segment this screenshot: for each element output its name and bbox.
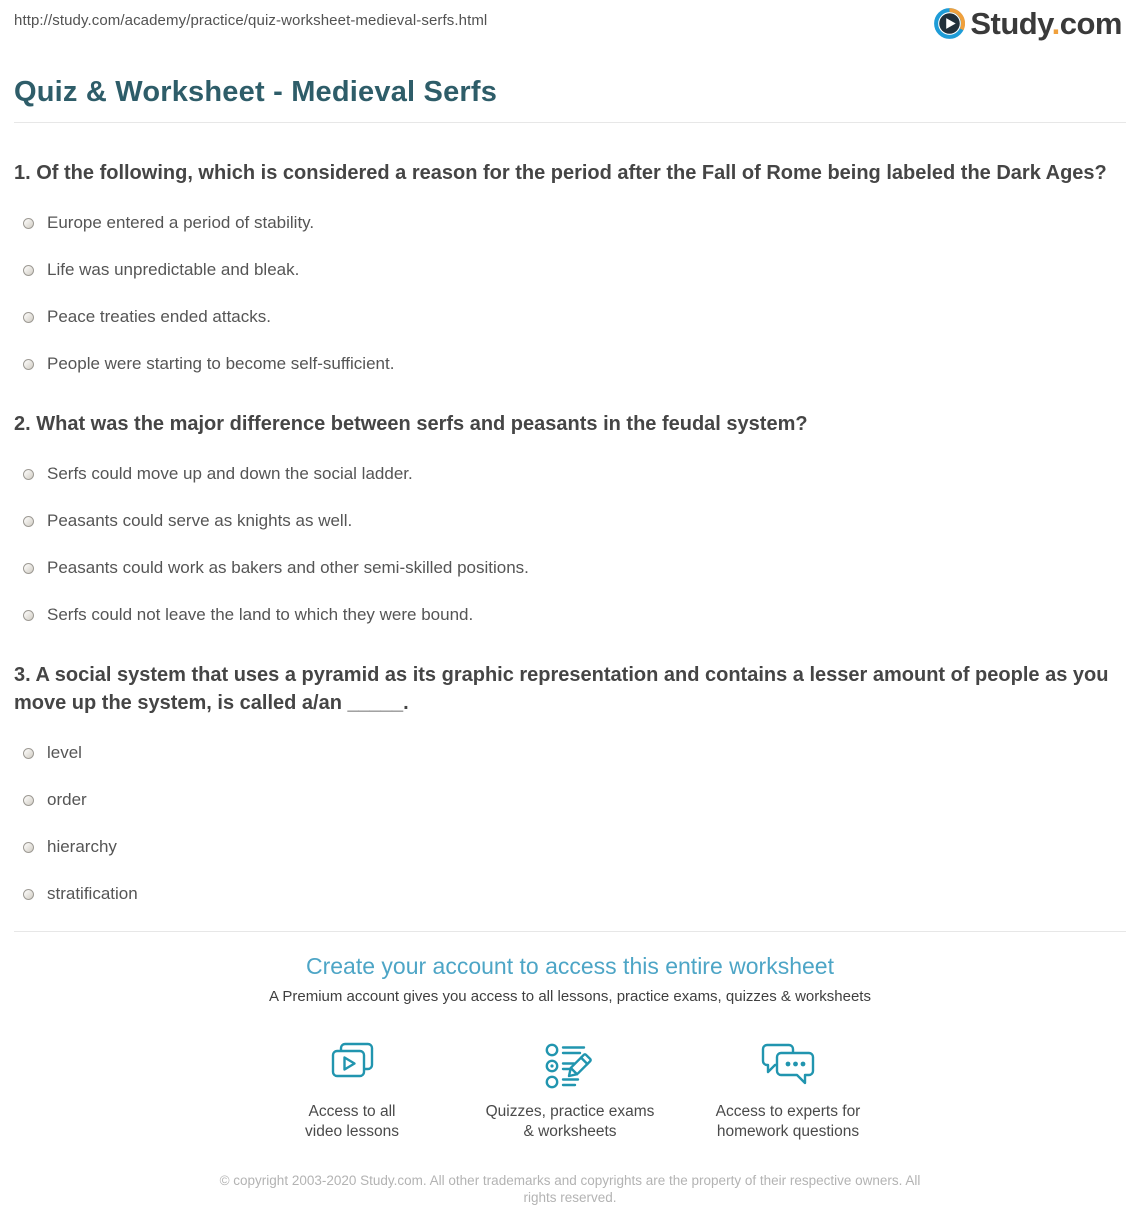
option-label[interactable]: level <box>47 743 82 762</box>
question-3-options <box>14 743 1126 904</box>
radio-button[interactable] <box>23 842 34 853</box>
option-label[interactable]: Peasants could serve as knights as well. <box>47 511 353 530</box>
option-label[interactable]: hierarchy <box>47 837 117 856</box>
radio-button[interactable] <box>23 795 34 806</box>
question-3-option-2[interactable] <box>23 790 1126 810</box>
experts-chat-icon <box>759 1039 817 1093</box>
radio-button[interactable] <box>23 748 34 759</box>
question-3-option-4[interactable] <box>23 884 1126 904</box>
option-label[interactable]: Life was unpredictable and bleak. <box>47 260 300 279</box>
option-label[interactable]: People were starting to become self-sufficient. <box>47 354 395 373</box>
studycom-logo-text: Study.com <box>970 6 1122 41</box>
question-3 <box>14 661 1126 904</box>
question-1-option-2[interactable] <box>23 260 1126 280</box>
radio-button[interactable] <box>23 469 34 480</box>
feature-label: Quizzes, practice exams & worksheets <box>485 1103 655 1140</box>
question-2-option-4[interactable] <box>23 605 1126 625</box>
question-2-option-2[interactable] <box>23 511 1126 531</box>
radio-button[interactable] <box>23 889 34 900</box>
radio-button[interactable] <box>23 218 34 229</box>
option-label[interactable]: Serfs could not leave the land to which they were bound. <box>47 605 474 624</box>
option-label[interactable]: Serfs could move up and down the social ladder. <box>47 464 413 483</box>
radio-button[interactable] <box>23 312 34 323</box>
question-1-option-3[interactable] <box>23 307 1126 327</box>
cta-title: Create your account to access this entire worksheet <box>306 953 834 979</box>
option-label[interactable]: Peasants could work as bakers and other semi-skilled positions. <box>47 558 529 577</box>
footer-divider <box>14 931 1126 932</box>
page-url: http://study.com/academy/practice/quiz-worksheet-medieval-serfs.html <box>14 12 488 29</box>
feature-experts-chat <box>690 1039 886 1142</box>
option-label[interactable]: order <box>47 790 87 809</box>
option-label[interactable]: Peace treaties ended attacks. <box>47 307 271 326</box>
features-row <box>14 1039 1126 1142</box>
question-2 <box>14 410 1126 625</box>
question-3-option-3[interactable] <box>23 837 1126 857</box>
question-1 <box>14 159 1126 374</box>
radio-button[interactable] <box>23 359 34 370</box>
cta-subtitle: A Premium account gives you access to all lessons, practice exams, quizzes & worksheets <box>269 988 871 1005</box>
question-3-option-1[interactable] <box>23 743 1126 763</box>
question-1-options <box>14 213 1126 374</box>
radio-button[interactable] <box>23 265 34 276</box>
video-lessons-icon <box>324 1039 380 1093</box>
question-1-option-1[interactable] <box>23 213 1126 233</box>
feature-quizzes-worksheets <box>472 1039 668 1142</box>
studycom-logo-icon <box>934 8 965 39</box>
copyright-text: © copyright 2003-2020 Study.com. All other trademarks and copyrights are the property of their respective owners. All rights reserved. <box>219 1173 921 1205</box>
question-3-text: 3. A social system that uses a pyramid as its graphic representation and contains a lesser amount of people as you move up the system, is called a/an _____. <box>14 664 1109 714</box>
feature-label: Access to experts for homework questions <box>715 1103 861 1140</box>
studycom-logo[interactable] <box>934 8 1122 39</box>
quizzes-worksheets-icon <box>542 1039 598 1093</box>
question-1-option-4[interactable] <box>23 354 1126 374</box>
question-2-text: 2. What was the major difference between serfs and peasants in the feudal system? <box>14 413 808 435</box>
page-header <box>14 0 1126 50</box>
radio-button[interactable] <box>23 563 34 574</box>
feature-video-lessons <box>254 1039 450 1142</box>
feature-label: Access to all video lessons <box>305 1103 399 1140</box>
option-label[interactable]: Europe entered a period of stability. <box>47 213 315 232</box>
page-title: Quiz & Worksheet - Medieval Serfs <box>14 76 498 108</box>
option-label[interactable]: stratification <box>47 884 138 903</box>
question-2-options <box>14 464 1126 625</box>
question-2-option-1[interactable] <box>23 464 1126 484</box>
question-2-option-3[interactable] <box>23 558 1126 578</box>
radio-button[interactable] <box>23 610 34 621</box>
title-divider <box>14 122 1126 123</box>
radio-button[interactable] <box>23 516 34 527</box>
question-1-text: 1. Of the following, which is considered a reason for the period after the Fall of Rome being labeled the Dark Ages? <box>14 162 1107 184</box>
